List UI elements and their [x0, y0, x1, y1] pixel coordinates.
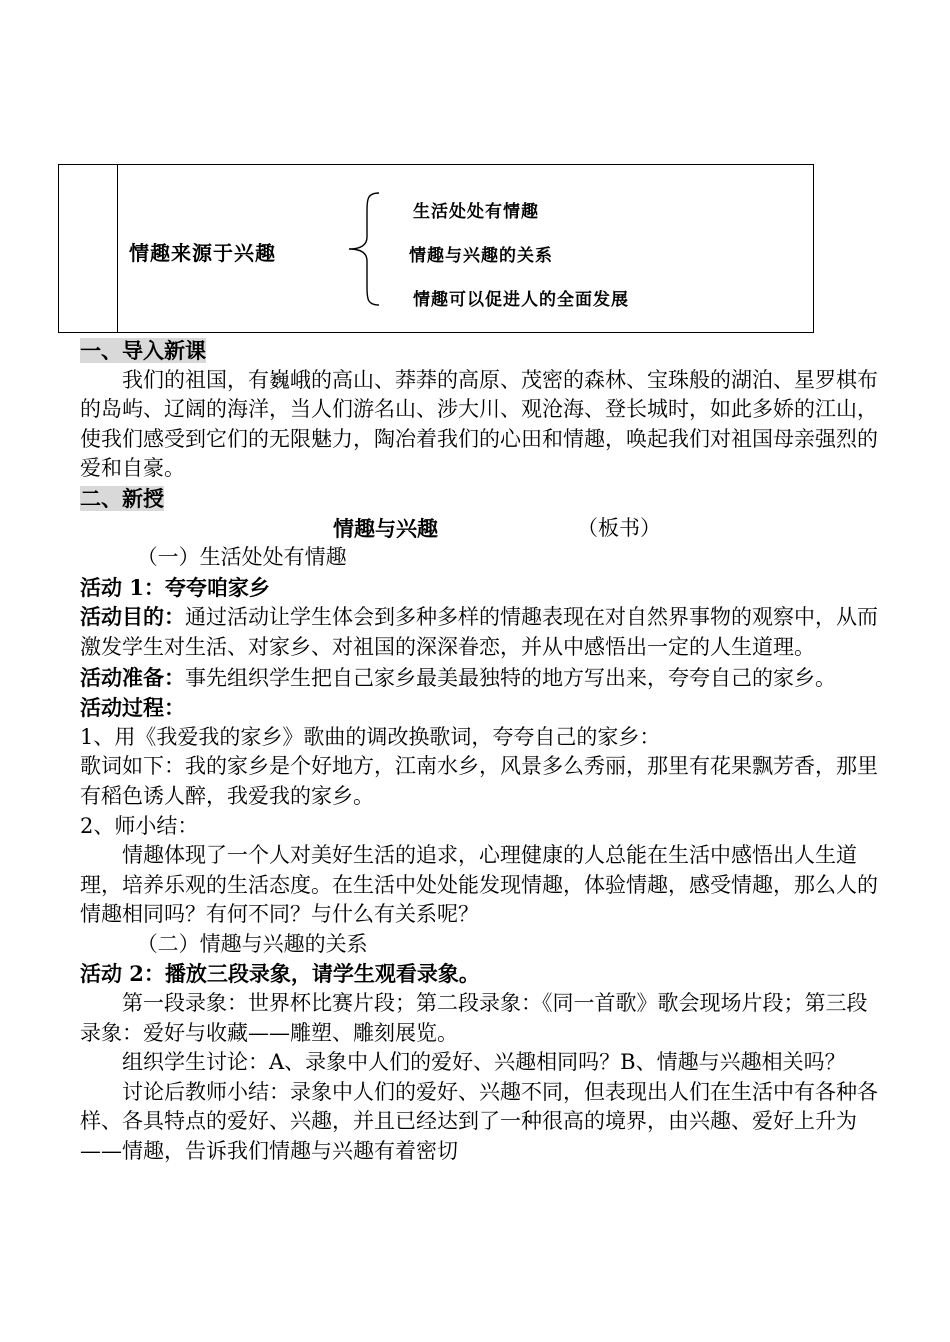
- activity-purpose: 活动目的：通过活动让学生体会到多种多样的情趣表现在对自然界事物的观察中，从而激发学生对生活、对家乡、对祖国的深深眷恋，并从中感悟出一定的人生道理。: [80, 604, 878, 659]
- lyrics-paragraph: 歌词如下：我的家乡是个好地方，江南水乡，风景多么秀丽，那里有花果飘芳香，那里有稻色诱人醉，我爱我的家乡。: [80, 754, 878, 808]
- outline-subtopic: 情趣与兴趣的关系: [409, 246, 553, 266]
- summary-paragraph: 情趣体现了一个人对美好生活的追求，心理健康的人总能在生活中感悟出人生道理，培养乐观的生活态度。在生活中处处能发现情趣，体验情趣，感受情趣，那么人的情趣相同吗？有何不同？与什么有关系呢？: [80, 843, 878, 927]
- activity-process-label: 活动过程：: [80, 695, 185, 721]
- subsection-heading: （一）生活处处有情趣: [136, 545, 347, 570]
- section-heading: 二、新授: [80, 485, 164, 511]
- activity-title: 活动 1：夸夸咱家乡: [80, 574, 270, 600]
- outline-table: [58, 164, 814, 333]
- process-step: 2、师小结：: [80, 813, 199, 838]
- outline-subtopic: 生活处处有情趣: [413, 202, 539, 222]
- intro-paragraph: 我们的祖国，有巍峨的高山、莽莽的高原、茂密的森林、宝珠般的湖泊、星罗棋布的岛屿、辽阔的海洋，当人们游名山、涉大川、观沧海、登长城时，如此多娇的江山，使我们感受到它们的无限魅力，陶冶着我们的心田和情趣，唤起我们对祖国母亲强烈的爱和自豪。: [80, 367, 878, 481]
- videos-paragraph: 第一段录象：世界杯比赛片段；第二段录象：《同一首歌》歌会现场片段；第三段录象：爱好与收藏——雕塑、雕刻展览。: [80, 991, 868, 1045]
- activity-title: 活动 2：播放三段录象，请学生观看录象。: [80, 961, 480, 987]
- lesson-title: [80, 514, 880, 544]
- table-column-divider: [117, 165, 118, 332]
- section-heading: 一、导入新课: [80, 338, 206, 363]
- outline-main-topic: 情趣来源于兴趣: [129, 241, 276, 265]
- subsection-heading: （二）情趣与兴趣的关系: [136, 931, 368, 956]
- discussion-paragraph: 组织学生讨论：A、录象中人们的爱好、兴趣相同吗？B、情趣与兴趣相关吗？: [122, 1050, 846, 1075]
- lesson-title-text: 情趣与兴趣: [333, 515, 438, 541]
- outline-subtopic: 情趣可以促进人的全面发展: [413, 290, 629, 310]
- lesson-content: [80, 336, 880, 1167]
- activity-preparation: 活动准备：事先组织学生把自己家乡最美最独特的地方写出来，夸夸自己的家乡。: [80, 664, 836, 690]
- summary-paragraph: 讨论后教师小结：录象中人们的爱好、兴趣不同，但表现出人们在生活中有各种各样、各具特点的爱好、兴趣，并且已经达到了一种很高的境界，由兴趣、爱好上升为——情趣，告诉我们情趣与兴趣有着密切: [80, 1079, 878, 1164]
- left-brace-icon: [345, 191, 385, 307]
- process-step: 1、用《我爱我的家乡》歌曲的调改换歌词，夸夸自己的家乡：: [80, 724, 661, 749]
- lesson-title-note: （板书）: [577, 515, 661, 540]
